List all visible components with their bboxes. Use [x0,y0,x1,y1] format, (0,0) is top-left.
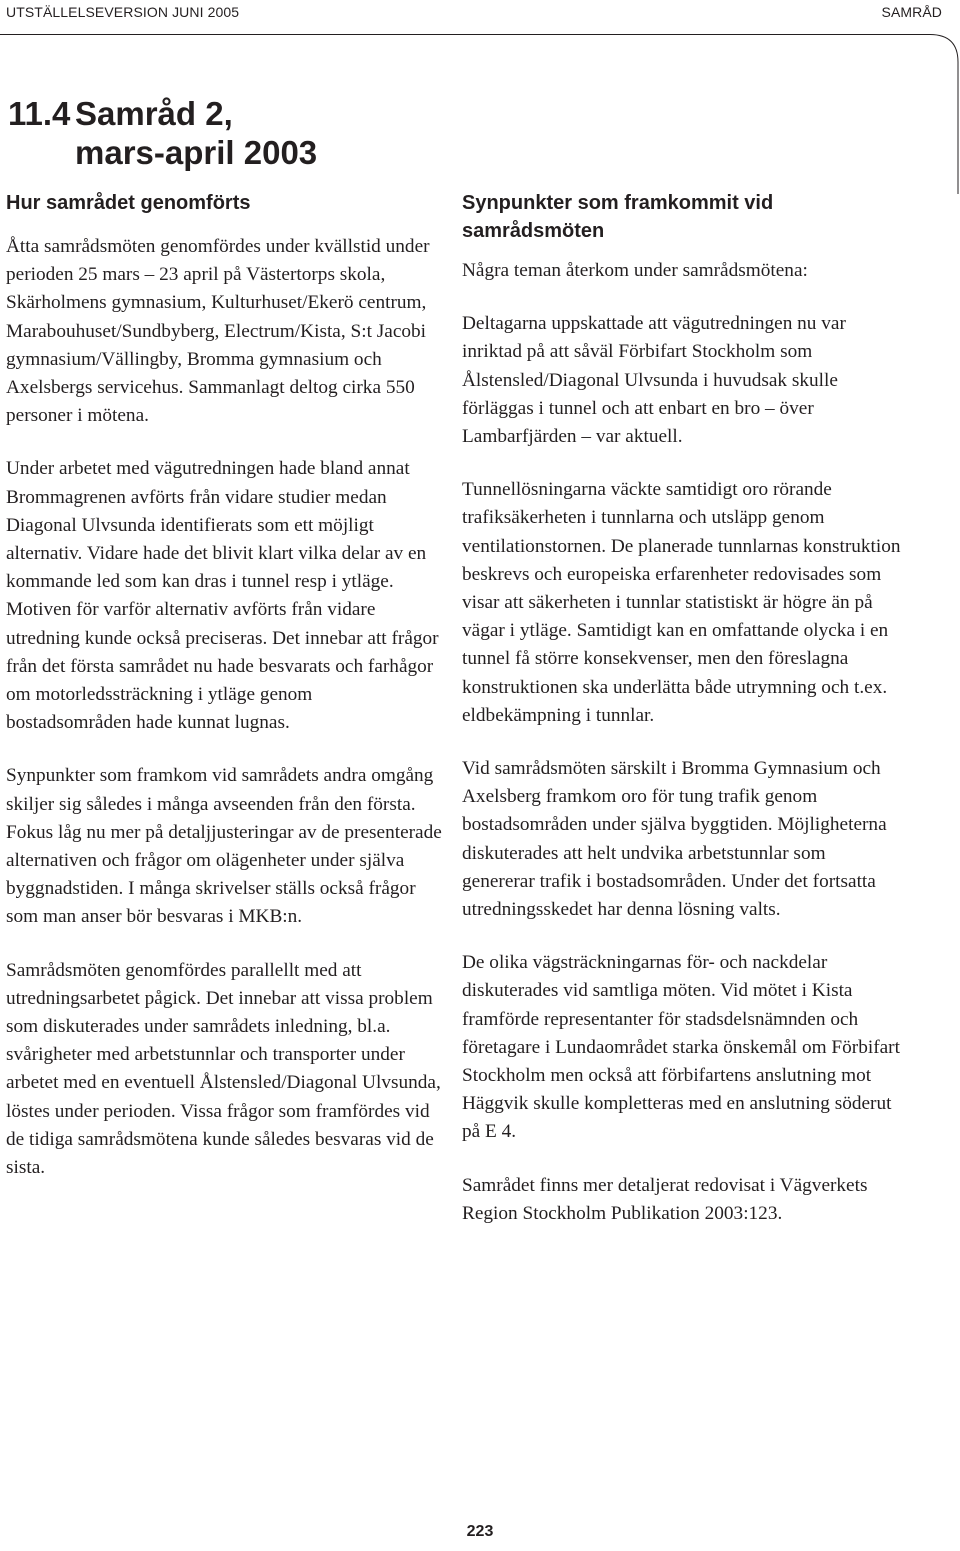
body-paragraph: Några teman återkom under samrådsmötena: [462,260,808,281]
body-paragraph: Synpunkter som framkom vid samrådets andra omgång skiljer sig således i många avseenden från den första. Fokus låg nu mer på detaljjusteringar av de presenterade alternativen och frågor om olägenheter under själva byggnadstiden. I många skrivelser ställs också frågor som man anser bör besvaras i MKB:n. [6,765,442,928]
running-header-right: SAMRÅD [881,4,942,20]
body-paragraph: Åtta samrådsmöten genomfördes under kvällstid under perioden 25 mars – 23 april på Västertorps skola, Skärholmens gymnasium, Kulturhuset/Ekerö centrum, Marabouhuset/Sundbyberg, Electrum/Kista, S:t Jacobi gymnasium/Vällingby, Bromma gymnasium och Axelsbergs servicehus. Sammanlagt deltog cirka 550 personer i mötena. [6,236,430,427]
body-paragraph: Samrådet finns mer detaljerat redovisat i Vägverkets Region Stockholm Publikation 2003:123. [462,1174,868,1224]
header-rule [0,34,930,35]
left-column [6,189,442,1207]
section-heading-right: Synpunkter som framkommit vid samrådsmöten [462,192,774,242]
chapter-number: 11.4 [8,95,71,132]
chapter-title-line1: Samråd 2, [75,95,233,132]
body-paragraph: De olika vägsträckningarnas för- och nackdelar diskuterades vid samtliga möten. Vid mötet i Kista framförde representanter för stadsdelsnämnden och företagare i Lundaområdet starka önskemål om Förbifart Stockholm men också att förbifartens anslutning mot Häggvik skulle kompletteras med en anslutning söderut på E 4. [462,952,900,1143]
running-header-left: UTSTÄLLELSEVERSION JUNI 2005 [6,4,240,20]
body-paragraph: Under arbetet med vägutredningen hade bland annat Brommagrenen avförts från vidare studier medan Diagonal Ulvsunda identifierats som ett möjligt alternativ. Vidare hade det blivit klart vilka delar av en kommande led som kan dras i tunnel resp i ytläge. Motiven för varför alternativ avförts från vidare utredning kunde också preciseras. Det innebar att frågor från det första samrådet nu hade besvarats och farhågor om motorledssträckning i ytläge genom bostadsområden hade kunnat lugnas. [6,458,439,734]
body-paragraph: Tunnellösningarna väckte samtidigt oro rörande trafiksäkerheten i tunnlarna och utsläpp genom ventilationstornen. De planerade tunnlarnas konstruktion beskrevs och europeiska erfarenheter redovisades som visar att säkerheten i tunnlar statistiskt är högre än på vägar i ytläge. Samtidigt kan en omfattande olycka i en tunnel få större konsekvenser, men den föreslagna konstruktionen ska underlätta både utrymning och t.ex. eldbekämpning i tunnlar. [462,479,901,726]
right-column [462,189,902,1253]
page-number: 223 [466,1523,494,1540]
header-corner-curve [920,34,960,194]
body-paragraph: Samrådsmöten genomfördes parallellt med att utredningsarbetet pågick. Det innebar att vissa problem som diskuterades under samrådets inledning, bl.a. svårigheter med arbetstunnlar och transporter under arbetet med en eventuell Ålstensled/Diagonal Ulvsunda, löstes under perioden. Vissa frågor som framfördes vid de tidiga samrådsmötena kunde således besvaras vid de sista. [6,959,441,1179]
body-paragraph: Vid samrådsmöten särskilt i Bromma Gymnasium och Axelsberg framkom oro för tung trafik genom bostadsområden under själva byggtiden. Möjligheterna diskuterades att helt undvika arbetstunnlar som genererar trafik i bostadsområden. Under det fortsatta utredningsskedet har denna lösning valts. [462,758,887,921]
chapter-title-line2: mars-april 2003 [75,134,318,171]
chapter-title [8,94,468,172]
body-paragraph: Deltagarna uppskattade att vägutredningen nu var inriktad på att såväl Förbifart Stockholm som Ålstensled/Diagonal Ulvsunda i huvudsak skulle förläggas i tunnel och att enbart en bro – över Lambarfjärden – var aktuell. [462,313,846,448]
section-heading-left: Hur samrådet genomförts [6,192,251,214]
